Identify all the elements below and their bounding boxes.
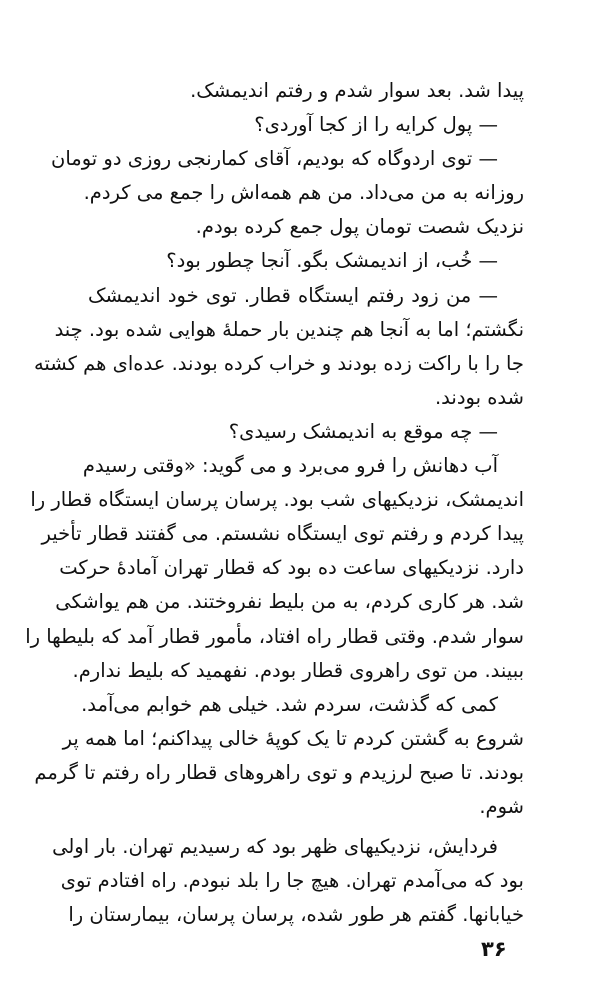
paragraph <box>25 449 524 688</box>
text-line: جا را با راکت زده بودند و خراب کرده بودند. عده‌ای هم کشته <box>33 351 524 375</box>
text-line: نزدیک شصت تومان پول جمع کرده بودم. <box>195 215 524 239</box>
page-number: ۳۶ <box>481 937 507 961</box>
paragraph <box>88 74 524 108</box>
paragraph <box>88 415 524 449</box>
text-line: نگشتم؛ اما به آنجا هم چندین بار حملهٔ هوایی شده بود. چند <box>54 317 524 341</box>
text-line: اندیمشک، نزدیکیهای شب بود. پرسان پرسان ایستگاه قطار را <box>30 488 524 512</box>
paragraph <box>34 688 524 824</box>
text-line: پیدا کردم و رفتم توی ایستگاه نشستم. می گفتند قطار تأخیر <box>41 522 524 546</box>
text-line: کمی که گذشت، سردم شد. خیلی هم خوابم می‌آمد. <box>81 692 498 716</box>
text-line: شده بودند. <box>434 385 524 409</box>
text-line: — توی اردوگاه که بودیم، آقای کمارنجی روزی دو تومان <box>51 147 498 171</box>
text-line: آب دهانش را فرو می‌برد و می گوید: «وقتی رسیدم <box>82 454 498 478</box>
text-line: شوم. <box>479 794 524 818</box>
text-line: روزانه به من می‌داد. من هم همه‌اش را جمع می کردم. <box>83 181 524 205</box>
paragraph <box>33 279 524 415</box>
text-line: دارد. نزدیکیهای ساعت ده بود که قطار تهران آمادهٔ حرکت <box>59 556 524 580</box>
paragraph <box>52 830 524 932</box>
text-line: — چه موقع به اندیمشک رسیدی؟ <box>228 419 498 443</box>
text-line: خیابانها. گفتم هر طور شده، پرسان پرسان، بیمارستان را <box>68 903 524 927</box>
text-line: بود که می‌آمدم تهران. هیچ جا را بلد نبودم. راه افتادم توی <box>60 869 524 893</box>
text-line: ببیند. من توی راهروی قطار بودم. نفهمید که بلیط ندارم. <box>72 658 524 682</box>
text-line: فردایش، نزدیکیهای ظهر بود که رسیدیم تهران. بار اولی <box>52 835 498 859</box>
paragraph <box>88 108 524 142</box>
text-line: سوار شدم. وقتی قطار راه افتاد، مأمور قطار آمد که بلیطها را <box>25 624 524 648</box>
text-line: شد. هر کاری کردم، به من بلیط نفروختند. من هم یواشکی <box>55 590 524 614</box>
paragraph <box>51 142 524 244</box>
text-line: پیدا شد. بعد سوار شدم و رفتم اندیمشک. <box>190 79 524 102</box>
book-page-text <box>25 74 524 934</box>
text-line: — پول کرایه را از کجا آوردی؟ <box>254 113 498 137</box>
text-line: — خُب، از اندیمشک بگو. آنجا چطور بود؟ <box>166 249 498 273</box>
text-line: بودند. تا صبح لرزیدم و توی راهروهای قطار راه رفتم تا گرمم <box>34 760 524 784</box>
text-line: — من زود رفتم ایستگاه قطار. توی خود اندیمشک <box>88 283 498 307</box>
paragraph <box>88 244 524 278</box>
text-line: شروع به گشتن کردم تا یک کوپهٔ خالی پیداکنم؛ اما همه پر <box>62 726 524 750</box>
